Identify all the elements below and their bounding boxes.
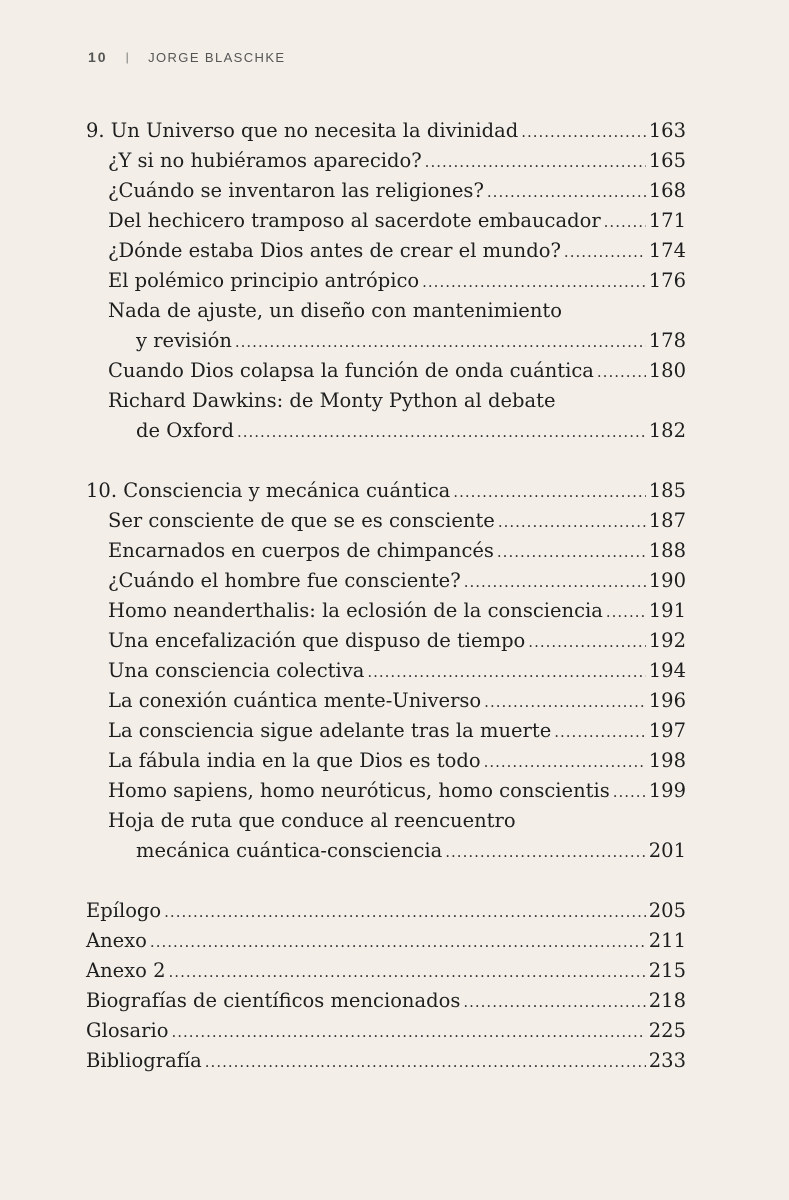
dot-leader [237,417,646,447]
page-ref: 233 [648,1049,686,1072]
page-ref: 163 [648,119,686,142]
entry-title: ¿Dónde estaba Dios antes de crear el mundo? [108,239,561,262]
page-ref: 211 [648,929,686,952]
entry-title: Richard Dawkins: de Monty Python al debate [108,389,556,412]
toc-back-matter-entry[interactable] [86,926,686,956]
entry-title: Una consciencia colectiva [108,659,365,682]
dot-leader [422,267,646,297]
dot-leader [164,897,646,927]
entry-title-continued: y revisión [136,329,232,352]
toc-entry[interactable] [86,656,686,686]
dot-leader [464,567,646,597]
entry-title: La fábula india en la que Dios es todo [108,749,481,772]
dot-leader [498,507,646,537]
entry-title: Epílogo [86,899,162,922]
toc-entry-line1[interactable] [86,296,686,326]
entry-title-continued: mecánica cuántica-consciencia [136,839,443,862]
dot-leader [604,207,646,237]
toc-back-matter-entry[interactable] [86,1046,686,1076]
entry-title: Homo neanderthalis: la eclosión de la consciencia [108,599,603,622]
running-header [88,49,285,65]
entry-title: Una encefalización que dispuso de tiempo [108,629,526,652]
entry-title: Anexo [86,929,147,952]
page-ref: 218 [648,989,686,1012]
entry-title: La consciencia sigue adelante tras la muerte [108,719,552,742]
entry-title: El polémico principio antrópico [108,269,420,292]
dot-leader [484,687,646,717]
toc-back-matter-entry[interactable] [86,1016,686,1046]
table-of-contents [86,116,686,1076]
dot-leader [597,357,646,387]
page-ref: 198 [648,749,686,772]
toc-entry-line2[interactable] [86,416,686,446]
toc-entry-line2[interactable] [86,836,686,866]
dot-leader [235,327,646,357]
dot-leader [150,927,646,957]
page-ref: 190 [648,569,686,592]
dot-leader [497,537,646,567]
toc-entry[interactable] [86,236,686,266]
toc-entry-line1[interactable] [86,386,686,416]
entry-title: La conexión cuántica mente-Universo [108,689,482,712]
toc-chapter-10[interactable] [86,476,686,506]
page-ref: 187 [648,509,686,532]
dot-leader [453,477,645,507]
toc-chapter-9[interactable] [86,116,686,146]
dot-leader [205,1047,646,1077]
page-ref: 215 [648,959,686,982]
section-gap [86,446,686,476]
page-number: 10 [88,49,108,65]
dot-leader [528,627,645,657]
page-ref: 182 [648,419,686,442]
page-ref: 192 [648,629,686,652]
dot-leader [554,717,646,747]
page-ref: 199 [648,779,686,802]
page-ref: 168 [648,179,686,202]
toc-back-matter-entry[interactable] [86,896,686,926]
dot-leader [169,957,646,987]
toc-entry-line1[interactable] [86,806,686,836]
toc-entry-line2[interactable] [86,326,686,356]
toc-entry[interactable] [86,626,686,656]
entry-title: ¿Cuándo se inventaron las religiones? [108,179,484,202]
dot-leader [613,777,646,807]
toc-back-matter-entry[interactable] [86,986,686,1016]
page-ref: 197 [648,719,686,742]
entry-title: Del hechicero tramposo al sacerdote embaucador [108,209,601,232]
toc-entry[interactable] [86,746,686,776]
entry-title: Cuando Dios colapsa la función de onda cuántica [108,359,594,382]
toc-entry[interactable] [86,566,686,596]
header-separator: | [125,50,131,64]
entry-title: ¿Y si no hubiéramos aparecido? [108,149,422,172]
dot-leader [367,657,645,687]
page-ref: 180 [648,359,686,382]
toc-entry[interactable] [86,176,686,206]
page-ref: 225 [648,1019,686,1042]
page-ref: 165 [648,149,686,172]
section-gap [86,866,686,896]
toc-entry[interactable] [86,596,686,626]
dot-leader [172,1017,646,1047]
dot-leader [606,597,646,627]
page-ref: 194 [648,659,686,682]
dot-leader [463,987,645,1017]
entry-title: Biografías de científicos mencionados [86,989,461,1012]
toc-back-matter-entry[interactable] [86,956,686,986]
toc-entry[interactable] [86,356,686,386]
dot-leader [484,747,646,777]
dot-leader [564,237,646,267]
entry-title: Glosario [86,1019,169,1042]
page-ref: 174 [648,239,686,262]
dot-leader [521,117,646,147]
chapter-title: 10. Consciencia y mecánica cuántica [86,479,451,502]
toc-entry[interactable] [86,266,686,296]
entry-title: Hoja de ruta que conduce al reencuentro [108,809,516,832]
page-ref: 185 [648,479,686,502]
page-ref: 176 [648,269,686,292]
entry-title: Ser consciente de que se es consciente [108,509,495,532]
entry-title: Bibliografía [86,1049,202,1072]
toc-entry[interactable] [86,146,686,176]
page-ref: 205 [648,899,686,922]
page-ref: 196 [648,689,686,712]
dot-leader [445,837,646,867]
entry-title: Nada de ajuste, un diseño con mantenimiento [108,299,562,322]
page-ref: 178 [648,329,686,352]
toc-entry[interactable] [86,776,686,806]
toc-entry[interactable] [86,506,686,536]
entry-title: ¿Cuándo el hombre fue consciente? [108,569,461,592]
page-ref: 188 [648,539,686,562]
page-ref: 201 [648,839,686,862]
chapter-title: 9. Un Universo que no necesita la divinidad [86,119,519,142]
entry-title: Anexo 2 [86,959,166,982]
page-ref: 191 [648,599,686,622]
toc-entry[interactable] [86,716,686,746]
toc-entry[interactable] [86,206,686,236]
entry-title-continued: de Oxford [136,419,234,442]
toc-entry[interactable] [86,536,686,566]
dot-leader [425,147,646,177]
author-name: JORGE BLASCHKE [148,49,286,65]
toc-entry[interactable] [86,686,686,716]
entry-title: Encarnados en cuerpos de chimpancés [108,539,494,562]
dot-leader [487,177,646,207]
page-ref: 171 [648,209,686,232]
entry-title: Homo sapiens, homo neuróticus, homo conscientis [108,779,610,802]
